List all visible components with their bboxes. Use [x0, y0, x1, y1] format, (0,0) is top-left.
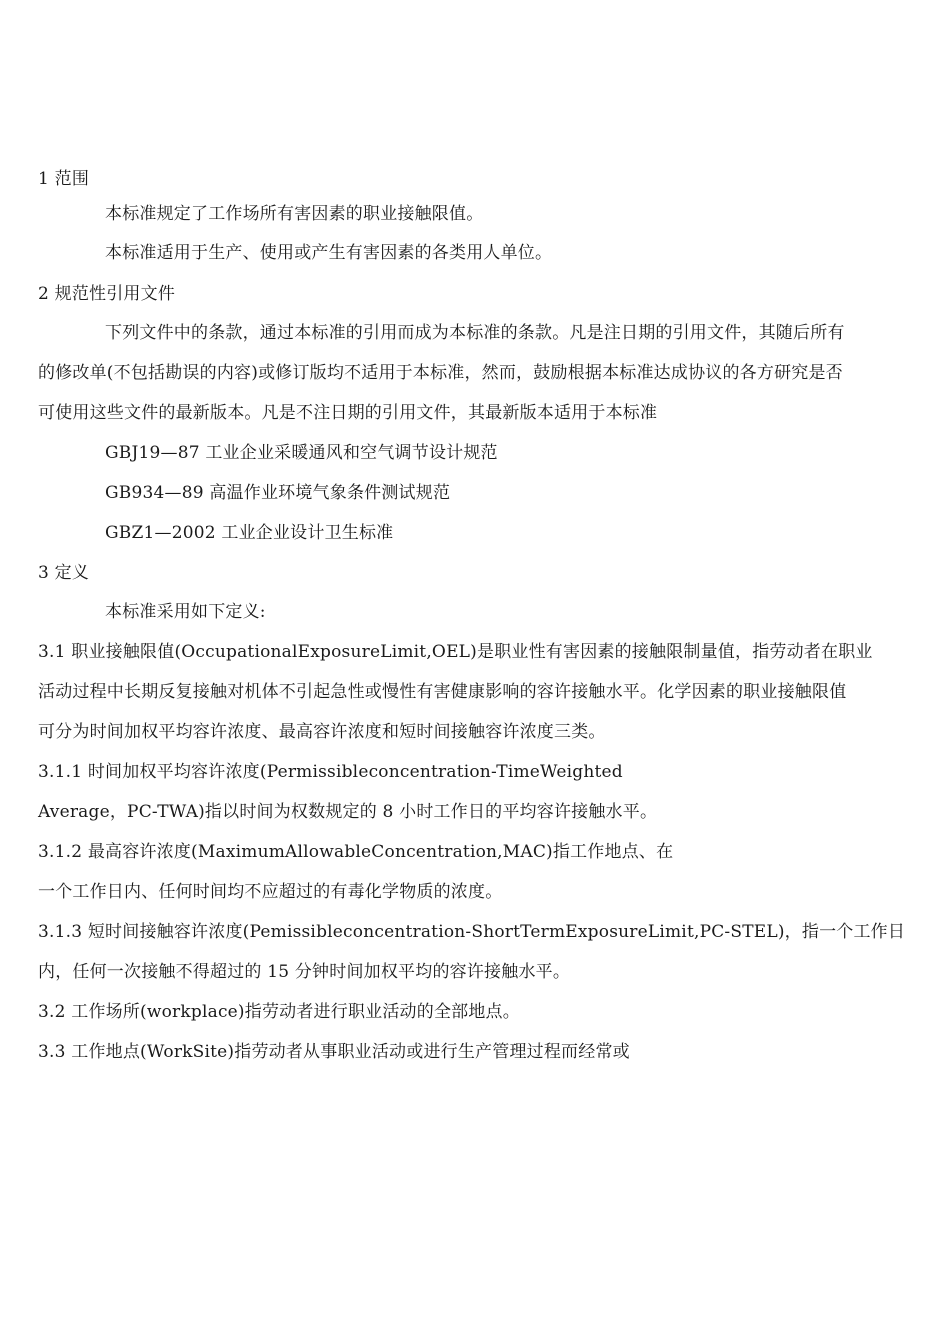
section-2-heading: 2 规范性引用文件 — [38, 284, 176, 304]
section-1-paragraph-1: 本标准规定了工作场所有害因素的职业接触限值。 — [105, 204, 484, 224]
section-2-intro-line-2: 的修改单(不包括勘误的内容)或修订版均不适用于本标准，然而，鼓励根据本标准达成协议的各方研究是否 — [38, 363, 843, 383]
section-3-heading: 3 定义 — [38, 563, 90, 583]
section-2-intro-line-3: 可使用这些文件的最新版本。凡是不注日期的引用文件，其最新版本适用于本标准 — [38, 403, 658, 423]
definition-3-1-3-line-2: 内，任何一次接触不得超过的 15 分钟时间加权平均的容许接触水平。 — [38, 962, 571, 982]
definition-3-1-2-line-1: 3.1.2 最高容许浓度(MaximumAllowableConcentration,MAC)指工作地点、在 — [38, 842, 674, 862]
definition-3-1-line-2: 活动过程中长期反复接触对机体不引起急性或慢性有害健康影响的容许接触水平。化学因素的职业接触限值 — [38, 682, 847, 702]
section-1-paragraph-2: 本标准适用于生产、使用或产生有害因素的各类用人单位。 — [105, 243, 553, 263]
reference-item: GBZ1—2002 工业企业设计卫生标准 — [105, 523, 394, 543]
section-3-intro: 本标准采用如下定义: — [105, 602, 266, 622]
definition-3-1-1-line-1: 3.1.1 时间加权平均容许浓度(Permissibleconcentration-TimeWeighted — [38, 762, 623, 782]
section-2-intro-line-1: 下列文件中的条款，通过本标准的引用而成为本标准的条款。凡是注日期的引用文件，其随后所有 — [105, 323, 845, 343]
definition-3-1-line-1: 3.1 职业接触限值(OccupationalExposureLimit,OEL)是职业性有害因素的接触限制量值，指劳动者在职业 — [38, 642, 873, 662]
definition-3-1-1-line-2: Average，PC-TWA)指以时间为权数规定的 8 小时工作日的平均容许接触水平。 — [38, 802, 658, 822]
definition-3-1-line-3: 可分为时间加权平均容许浓度、最高容许浓度和短时间接触容许浓度三类。 — [38, 722, 606, 742]
definition-3-1-2-line-2: 一个工作日内、任何时间均不应超过的有毒化学物质的浓度。 — [38, 882, 503, 902]
section-1-heading: 1 范围 — [38, 169, 90, 189]
definition-3-2: 3.2 工作场所(workplace)指劳动者进行职业活动的全部地点。 — [38, 1002, 520, 1022]
definition-3-3: 3.3 工作地点(WorkSite)指劳动者从事职业活动或进行生产管理过程而经常或 — [38, 1042, 630, 1062]
reference-item: GBJ19—87 工业企业采暖通风和空气调节设计规范 — [105, 443, 498, 463]
reference-item: GB934—89 高温作业环境气象条件测试规范 — [105, 483, 451, 503]
definition-3-1-3-line-1: 3.1.3 短时间接触容许浓度(Pemissibleconcentration-ShortTermExposureLimit,PC-STEL)，指一个工作日 — [38, 922, 906, 942]
